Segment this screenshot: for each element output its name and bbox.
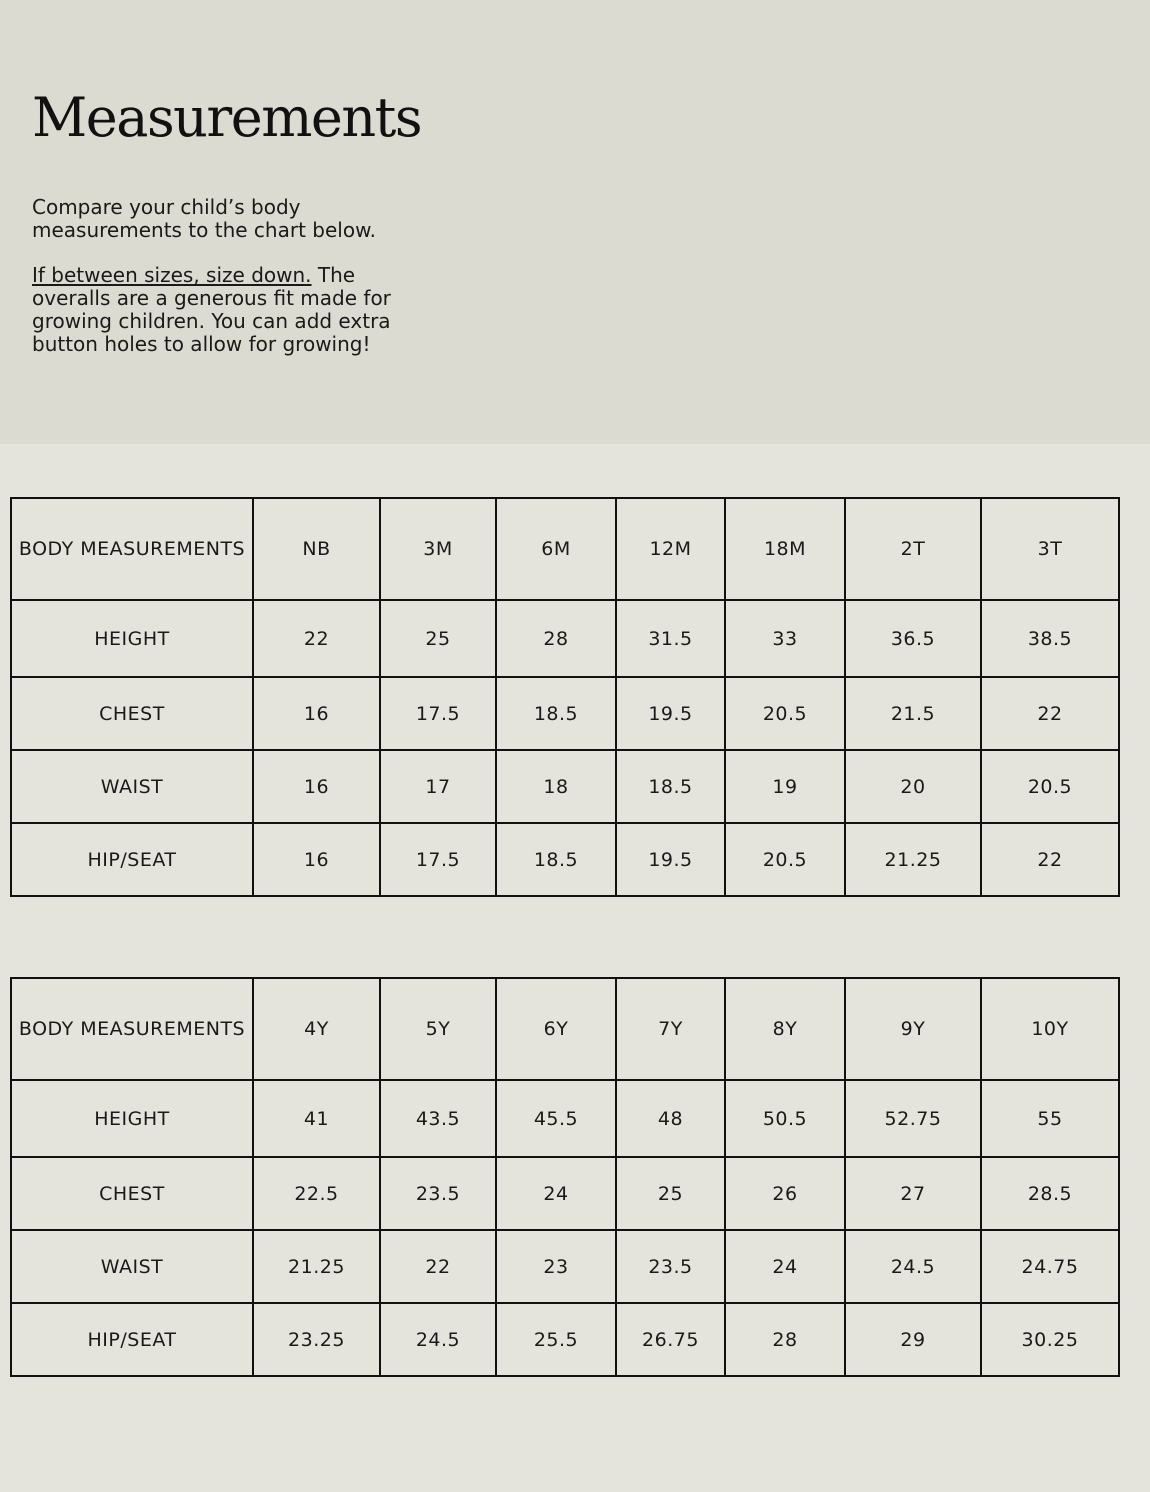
table-cell: 23.25 <box>253 1303 380 1376</box>
sizing-note-rest: The overalls are a generous fit made for growing children. You can add extra button holes to allow for growing! <box>32 263 391 356</box>
table-cell: 19.5 <box>616 677 725 750</box>
table-cell: 43.5 <box>380 1080 496 1157</box>
header-cell: BODY MEASUREMENTS <box>11 498 253 600</box>
row-label: CHEST <box>11 1157 253 1230</box>
table-cell: 36.5 <box>845 600 981 677</box>
table-cell: 20.5 <box>725 823 845 896</box>
table-row <box>11 677 1119 750</box>
table-cell: 24.75 <box>981 1230 1119 1303</box>
table-cell: 27 <box>845 1157 981 1230</box>
table-row <box>11 1080 1119 1157</box>
header-panel <box>0 0 1150 444</box>
header-cell: 2T <box>845 498 981 600</box>
table-cell: 18 <box>496 750 616 823</box>
row-label: HEIGHT <box>11 1080 253 1157</box>
table-cell: 18.5 <box>496 823 616 896</box>
header-cell: 10Y <box>981 978 1119 1080</box>
table-cell: 25 <box>380 600 496 677</box>
header-cell: 8Y <box>725 978 845 1080</box>
sizing-note <box>32 264 412 356</box>
table-cell: 24.5 <box>845 1230 981 1303</box>
header-cell: NB <box>253 498 380 600</box>
table-cell: 16 <box>253 750 380 823</box>
table-cell: 19.5 <box>616 823 725 896</box>
table-cell: 24 <box>725 1230 845 1303</box>
header-cell: 12M <box>616 498 725 600</box>
table-cell: 21.5 <box>845 677 981 750</box>
table-cell: 22 <box>981 677 1119 750</box>
table-cell: 25 <box>616 1157 725 1230</box>
table-cell: 22.5 <box>253 1157 380 1230</box>
table-cell: 20.5 <box>725 677 845 750</box>
table-row <box>11 600 1119 677</box>
table-cell: 16 <box>253 677 380 750</box>
intro-text: Compare your child’s body measurements to the chart below. <box>32 195 376 242</box>
table-cell: 55 <box>981 1080 1119 1157</box>
table-cell: 52.75 <box>845 1080 981 1157</box>
row-label: WAIST <box>11 1230 253 1303</box>
table-cell: 23 <box>496 1230 616 1303</box>
table-cell: 45.5 <box>496 1080 616 1157</box>
size-table-kids <box>10 977 1120 1377</box>
table-cell: 16 <box>253 823 380 896</box>
header-cell: 6Y <box>496 978 616 1080</box>
row-label: HEIGHT <box>11 600 253 677</box>
table-cell: 24.5 <box>380 1303 496 1376</box>
table-cell: 22 <box>380 1230 496 1303</box>
table-header-row <box>11 978 1119 1080</box>
header-cell: BODY MEASUREMENTS <box>11 978 253 1080</box>
table-cell: 20.5 <box>981 750 1119 823</box>
table-cell: 50.5 <box>725 1080 845 1157</box>
table-row <box>11 1230 1119 1303</box>
table-header-row <box>11 498 1119 600</box>
table-row <box>11 1157 1119 1230</box>
page-title: Measurements <box>32 86 422 149</box>
row-label: HIP/SEAT <box>11 1303 253 1376</box>
header-cell: 6M <box>496 498 616 600</box>
table-cell: 17.5 <box>380 823 496 896</box>
table-cell: 20 <box>845 750 981 823</box>
table-cell: 28 <box>725 1303 845 1376</box>
header-cell: 7Y <box>616 978 725 1080</box>
table-cell: 17.5 <box>380 677 496 750</box>
table-cell: 26 <box>725 1157 845 1230</box>
table-cell: 18.5 <box>496 677 616 750</box>
table-row <box>11 1303 1119 1376</box>
sizing-note-emphasis: If between sizes, size down. <box>32 263 312 287</box>
row-label: WAIST <box>11 750 253 823</box>
table-cell: 23.5 <box>616 1230 725 1303</box>
table-cell: 23.5 <box>380 1157 496 1230</box>
table-row <box>11 750 1119 823</box>
table-cell: 28.5 <box>981 1157 1119 1230</box>
table-cell: 19 <box>725 750 845 823</box>
table-cell: 21.25 <box>845 823 981 896</box>
table-cell: 26.75 <box>616 1303 725 1376</box>
table-cell: 38.5 <box>981 600 1119 677</box>
header-cell: 9Y <box>845 978 981 1080</box>
header-cell: 3T <box>981 498 1119 600</box>
table-cell: 25.5 <box>496 1303 616 1376</box>
header-cell: 4Y <box>253 978 380 1080</box>
header-cell: 5Y <box>380 978 496 1080</box>
table-cell: 28 <box>496 600 616 677</box>
table-cell: 33 <box>725 600 845 677</box>
table-cell: 31.5 <box>616 600 725 677</box>
table-cell: 17 <box>380 750 496 823</box>
table-cell: 18.5 <box>616 750 725 823</box>
table-row <box>11 823 1119 896</box>
size-table-baby <box>10 497 1120 897</box>
table-cell: 22 <box>253 600 380 677</box>
row-label: CHEST <box>11 677 253 750</box>
row-label: HIP/SEAT <box>11 823 253 896</box>
table-cell: 24 <box>496 1157 616 1230</box>
table-cell: 41 <box>253 1080 380 1157</box>
header-cell: 18M <box>725 498 845 600</box>
table-cell: 30.25 <box>981 1303 1119 1376</box>
table-cell: 29 <box>845 1303 981 1376</box>
header-cell: 3M <box>380 498 496 600</box>
table-cell: 22 <box>981 823 1119 896</box>
table-cell: 21.25 <box>253 1230 380 1303</box>
table-cell: 48 <box>616 1080 725 1157</box>
